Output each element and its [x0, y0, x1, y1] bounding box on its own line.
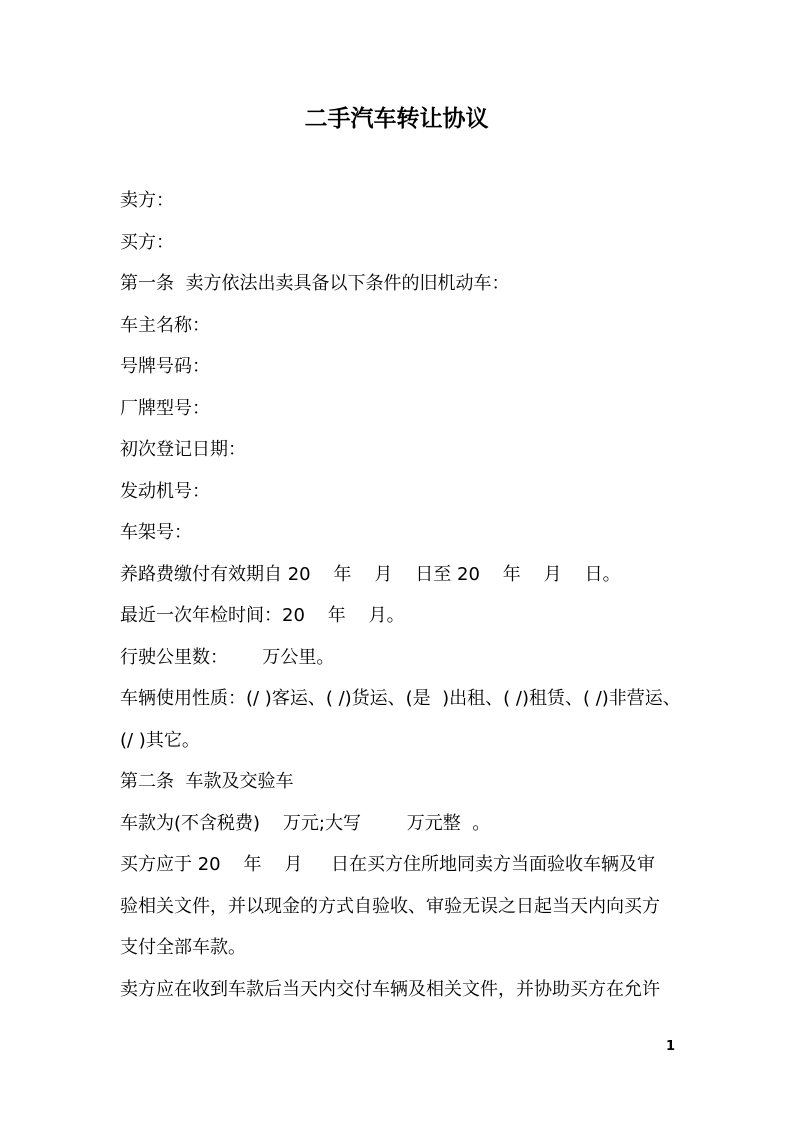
inspection-time-line: 最近一次年检时间：20 年 月。 — [120, 605, 405, 626]
price-line: 车款为(不含税费) 万元;大写 万元整 。 — [120, 812, 491, 834]
seller-line: 卖方： — [120, 190, 174, 211]
payment-paragraph-line-3: 支付全部车款。 — [120, 937, 246, 958]
mileage-line: 行驶公里数： 万公里。 — [120, 646, 335, 668]
engine-number-line: 发动机号： — [120, 480, 210, 502]
article-2-heading: 第二条 车款及交验车 — [120, 771, 294, 792]
road-fee-line: 养路费缴付有效期自 20 年 月 日至 20 年 月 日。 — [120, 563, 621, 585]
buyer-line: 买方： — [120, 231, 174, 253]
frame-number-line: 车架号： — [120, 522, 192, 543]
usage-type-line: 车辆使用性质：(/ )客运、( /)货运、(是 )出租、( /)租赁、( /)非营运、 — [120, 688, 681, 709]
plate-number-line: 号牌号码： — [120, 356, 210, 377]
first-registration-line: 初次登记日期： — [120, 439, 246, 460]
usage-type-line-cont: (/ )其它。 — [120, 729, 200, 751]
delivery-paragraph-line-1: 卖方应在收到车款后当天内交付车辆及相关文件，并协助买方在允许 — [120, 978, 660, 1000]
document-body — [120, 180, 681, 1010]
owner-name-line: 车主名称： — [120, 314, 210, 336]
payment-paragraph-line-2: 验相关文件，并以现金的方式自验收、审验无误之日起当天内向买方 — [120, 895, 660, 917]
page-number: 1 — [665, 1039, 675, 1054]
document-title: 二手汽车转让协议 — [304, 106, 489, 132]
article-1-heading: 第一条 卖方依法出卖具备以下条件的旧机动车： — [120, 273, 510, 294]
brand-model-line: 厂牌型号： — [120, 397, 210, 419]
payment-paragraph-line-1: 买方应于 20 年 月 日在买方住所地同卖方当面验收车辆及审 — [120, 854, 656, 875]
